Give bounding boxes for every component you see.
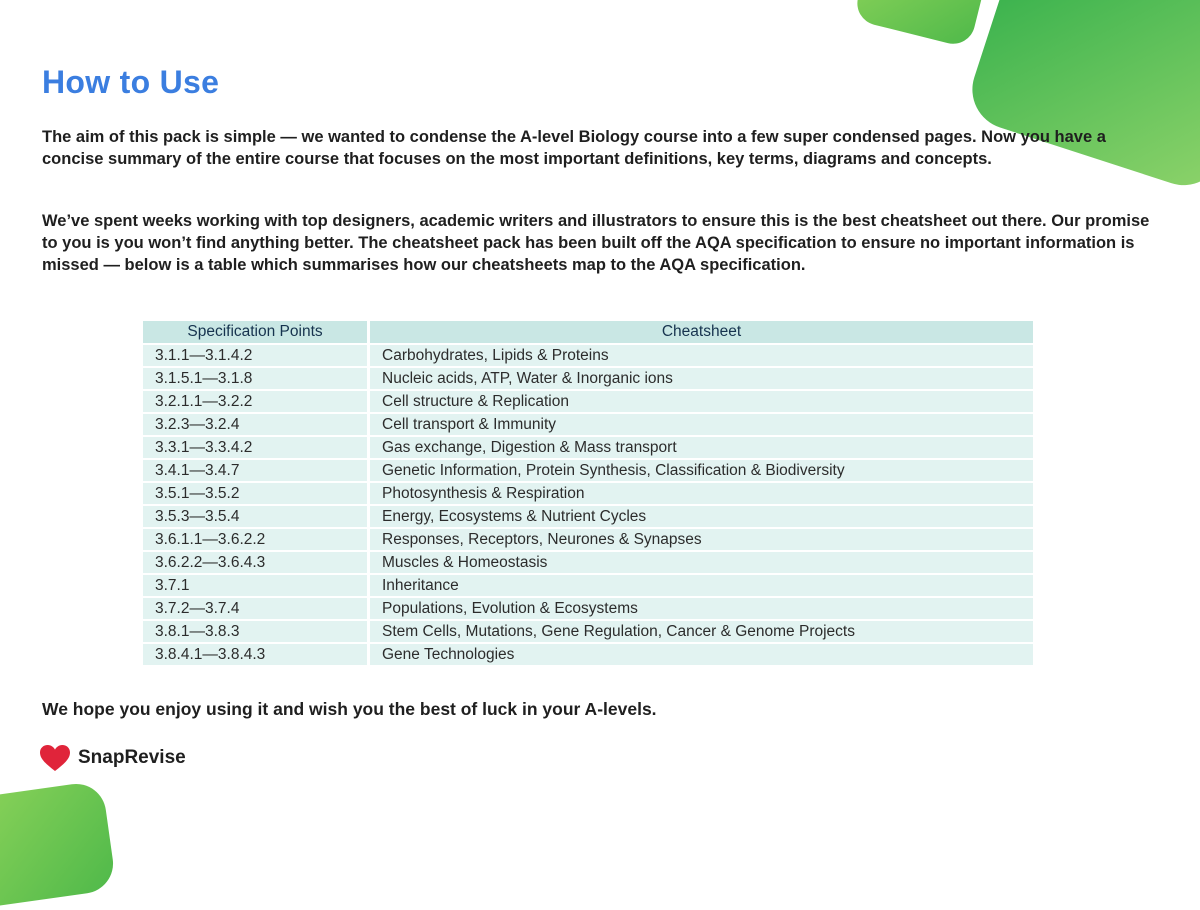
spec-point-cell: 3.3.1—3.3.4.2 xyxy=(143,437,370,458)
spec-point-cell: 3.8.1—3.8.3 xyxy=(143,621,370,642)
spec-point-cell: 3.5.1—3.5.2 xyxy=(143,483,370,504)
cheatsheet-cell: Populations, Evolution & Ecosystems xyxy=(370,598,1033,619)
cheatsheet-cell: Gas exchange, Digestion & Mass transport xyxy=(370,437,1033,458)
table-row xyxy=(143,483,1033,504)
table-header-row xyxy=(143,321,1033,343)
table-row xyxy=(143,621,1033,642)
cheatsheet-cell: Gene Technologies xyxy=(370,644,1033,665)
logo-text: SnapRevise xyxy=(78,747,186,768)
intro-paragraph: We’ve spent weeks working with top designers, academic writers and illustrators to ensure this is the best cheatsheet out there. Our promise to you is you won’t find anything better. The cheatsheet pack has been built off the AQA specification to ensure no important information is missed — below is a table which summarises how our cheatsheets map to the AQA specification. xyxy=(42,212,1150,274)
table-row xyxy=(143,598,1033,619)
cheatsheet-cell: Carbohydrates, Lipids & Proteins xyxy=(370,345,1033,366)
cheatsheet-cell: Responses, Receptors, Neurones & Synapses xyxy=(370,529,1033,550)
spec-point-cell: 3.5.3—3.5.4 xyxy=(143,506,370,527)
table-row xyxy=(143,506,1033,527)
column-header-cheatsheet: Cheatsheet xyxy=(370,321,1033,343)
table-row xyxy=(143,644,1033,665)
cheatsheet-cell: Nucleic acids, ATP, Water & Inorganic ions xyxy=(370,368,1033,389)
decorative-shape xyxy=(853,0,988,48)
page-title: How to Use xyxy=(42,64,220,100)
column-header-specification: Specification Points xyxy=(143,321,370,343)
table-body xyxy=(143,345,1033,665)
spec-point-cell: 3.2.1.1—3.2.2 xyxy=(143,391,370,412)
spec-point-cell: 3.1.5.1—3.1.8 xyxy=(143,368,370,389)
closing-message: We hope you enjoy using it and wish you the best of luck in your A-levels. xyxy=(42,699,657,719)
spec-point-cell: 3.8.4.1—3.8.4.3 xyxy=(143,644,370,665)
table-row xyxy=(143,391,1033,412)
table-row xyxy=(143,437,1033,458)
table-row xyxy=(143,529,1033,550)
decorative-shape xyxy=(0,780,117,910)
cheatsheet-cell: Energy, Ecosystems & Nutrient Cycles xyxy=(370,506,1033,527)
table-row xyxy=(143,345,1033,366)
table-row xyxy=(143,460,1033,481)
specification-table xyxy=(143,319,1033,667)
cheatsheet-cell: Photosynthesis & Respiration xyxy=(370,483,1033,504)
table-row xyxy=(143,552,1033,573)
cheatsheet-cell: Cell structure & Replication xyxy=(370,391,1033,412)
table-row xyxy=(143,575,1033,596)
table-row xyxy=(143,368,1033,389)
table-row xyxy=(143,414,1033,435)
spec-point-cell: 3.1.1—3.1.4.2 xyxy=(143,345,370,366)
cheatsheet-cell: Genetic Information, Protein Synthesis, Classification & Biodiversity xyxy=(370,460,1033,481)
heart-icon xyxy=(40,745,70,772)
spec-point-cell: 3.6.1.1—3.6.2.2 xyxy=(143,529,370,550)
cheatsheet-cell: Stem Cells, Mutations, Gene Regulation, Cancer & Genome Projects xyxy=(370,621,1033,642)
cheatsheet-cell: Inheritance xyxy=(370,575,1033,596)
spec-point-cell: 3.6.2.2—3.6.4.3 xyxy=(143,552,370,573)
cheatsheet-cell: Muscles & Homeostasis xyxy=(370,552,1033,573)
spec-point-cell: 3.4.1—3.4.7 xyxy=(143,460,370,481)
spec-point-cell: 3.2.3—3.2.4 xyxy=(143,414,370,435)
spec-point-cell: 3.7.1 xyxy=(143,575,370,596)
cheatsheet-cell: Cell transport & Immunity xyxy=(370,414,1033,435)
intro-paragraph: The aim of this pack is simple — we wanted to condense the A-level Biology course into a few super condensed pages. Now you have a concise summary of the entire course that focuses on the most important definitions, key terms, diagrams and concepts. xyxy=(42,128,1106,168)
snaprevise-logo xyxy=(40,744,186,772)
spec-point-cell: 3.7.2—3.7.4 xyxy=(143,598,370,619)
